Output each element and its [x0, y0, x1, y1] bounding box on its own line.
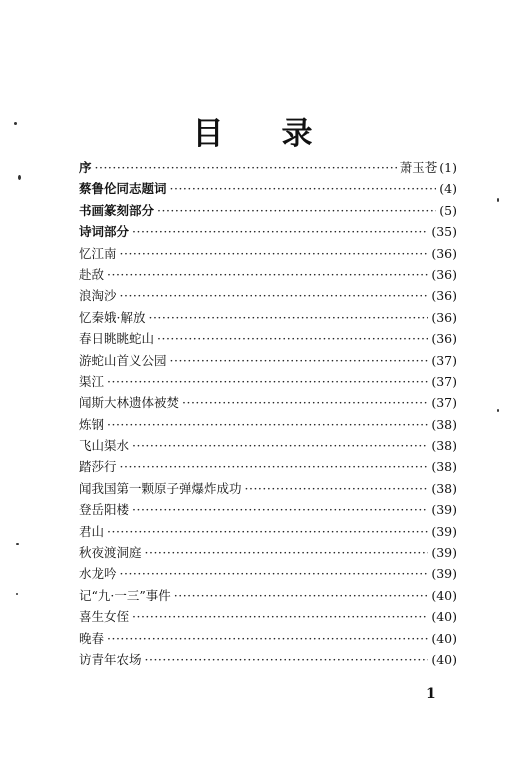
- toc-entry-page: (40): [431, 630, 457, 646]
- toc-entry-title: 秋夜渡洞庭: [79, 545, 142, 561]
- toc-entry: [79, 371, 457, 392]
- toc-entry-page: (39): [431, 523, 457, 539]
- toc-entry-title: 赴敌: [79, 266, 105, 282]
- toc-entry-page: (37): [431, 352, 457, 368]
- toc-leader-dots: [120, 563, 429, 584]
- toc-leader-dots: [245, 478, 429, 499]
- toc-entry-title: 君山: [79, 523, 105, 539]
- toc-entry-title: 诗词部分: [79, 224, 130, 240]
- toc-leader-dots: [145, 542, 429, 563]
- toc-entry-title: 游蛇山首义公园: [79, 352, 167, 368]
- toc-entry-page: (36): [431, 331, 457, 347]
- toc-entry-page: (36): [431, 288, 457, 304]
- toc-entry-title: 渠江: [79, 373, 105, 389]
- toc-entry: [79, 200, 457, 221]
- toc-entry: [79, 157, 457, 178]
- toc-leader-dots: [157, 200, 436, 221]
- toc-entry-title: 书画篆刻部分: [79, 202, 155, 218]
- toc-leader-dots: [107, 521, 428, 542]
- toc-leader-dots: [174, 585, 429, 606]
- toc-entry-title: 访青年农场: [79, 651, 142, 667]
- toc-leader-dots: [107, 264, 428, 285]
- toc-leader-dots: [107, 414, 428, 435]
- page-number: 1: [426, 686, 436, 702]
- toc-entry-page: (38): [431, 416, 457, 432]
- toc-entry-page: (38): [431, 438, 457, 454]
- toc-entry: [79, 585, 457, 606]
- toc-entry-page: (40): [431, 609, 457, 625]
- toc-entry: [79, 178, 457, 199]
- toc-entry: [79, 350, 457, 371]
- toc-leader-dots: [132, 606, 428, 627]
- toc-entry: [79, 456, 457, 477]
- toc-leader-dots: [120, 243, 429, 264]
- toc-leader-dots: [107, 628, 428, 649]
- toc-entry: [79, 264, 457, 285]
- toc-entry-page: (39): [431, 502, 457, 518]
- toc-entry-title: 蔡鲁伦同志题词: [79, 181, 167, 197]
- toc-entry: [79, 563, 457, 584]
- scan-speck: [14, 122, 17, 125]
- toc-entry: [79, 243, 457, 264]
- toc-entry: [79, 307, 457, 328]
- scan-speck: [497, 409, 499, 412]
- toc-entry-title: 浪淘沙: [79, 288, 117, 304]
- toc-entry-page: (1): [439, 160, 457, 175]
- page-title-char-2: 录: [281, 116, 313, 152]
- toc-entry-page: (38): [431, 480, 457, 496]
- toc-leader-dots: [132, 499, 428, 520]
- toc-entry-page: (5): [439, 202, 457, 218]
- toc-entry-title: 晚春: [79, 630, 105, 646]
- toc-entry-page: (36): [431, 266, 457, 282]
- toc-entry-title: 闻斯大林遗体被焚: [79, 395, 180, 411]
- toc-leader-dots: [170, 350, 429, 371]
- toc-entry-page: (40): [431, 651, 457, 667]
- toc-entry-title: 闻我国第一颗原子弹爆炸成功: [79, 480, 242, 496]
- scan-speck: [497, 198, 499, 202]
- toc-entry: [79, 478, 457, 499]
- toc-entry: [79, 499, 457, 520]
- toc-entry-page: (35): [431, 224, 457, 240]
- toc-entry-page: (39): [431, 566, 457, 582]
- toc-entry-page: (37): [431, 395, 457, 411]
- toc-entry-page: (40): [431, 587, 457, 603]
- toc-leader-dots: [120, 456, 429, 477]
- toc-entry-title: 忆江南: [79, 245, 117, 261]
- toc-entry-page: (36): [431, 245, 457, 261]
- toc-entry-page: (4): [439, 181, 457, 197]
- toc-entry-page: (37): [431, 373, 457, 389]
- scan-speck: [16, 593, 18, 595]
- toc-entry-title: 水龙吟: [79, 566, 117, 582]
- toc-leader-dots: [120, 285, 429, 306]
- toc-entry-page: (36): [431, 309, 457, 325]
- toc-entry-title: 记“九·一三”事件: [79, 587, 171, 603]
- toc-leader-dots: [182, 392, 428, 413]
- toc-entry-title: 忆秦娥·解放: [79, 309, 146, 325]
- toc-leader-dots: [95, 157, 397, 178]
- toc-entry: [79, 435, 457, 456]
- toc-entry: [79, 221, 457, 242]
- toc-entry-title: 踏莎行: [79, 459, 117, 475]
- page-title: [0, 108, 505, 153]
- toc-entry-title: 飞山渠水: [79, 438, 130, 454]
- toc-leader-dots: [107, 371, 428, 392]
- toc-entry: [79, 606, 457, 627]
- toc-entry-title: 登岳阳楼: [79, 502, 130, 518]
- toc-leader-dots: [148, 307, 428, 328]
- toc-entry: [79, 414, 457, 435]
- toc-leader-dots: [157, 328, 428, 349]
- toc-entry-author: 萧玉苍: [399, 160, 438, 175]
- toc-entry: [79, 649, 457, 670]
- toc-leader-dots: [132, 221, 428, 242]
- toc-entry: [79, 628, 457, 649]
- toc-entry: [79, 392, 457, 413]
- scan-speck: [18, 175, 21, 180]
- toc-entry: [79, 521, 457, 542]
- toc-entry-page: (38): [431, 459, 457, 475]
- toc-leader-dots: [145, 649, 429, 670]
- toc-entry: [79, 542, 457, 563]
- toc-entry-page: (39): [431, 545, 457, 561]
- toc-leader-dots: [170, 178, 437, 199]
- table-of-contents: [79, 157, 457, 670]
- toc-entry: [79, 328, 457, 349]
- toc-leader-dots: [132, 435, 428, 456]
- toc-entry-title: 春日眺眺蛇山: [79, 331, 155, 347]
- scan-speck: [16, 543, 19, 545]
- toc-entry-title: 喜生女侄: [79, 609, 130, 625]
- page-title-char-1: 目: [192, 116, 224, 152]
- toc-entry-title: 序: [79, 160, 92, 175]
- toc-entry-title: 炼钢: [79, 416, 105, 432]
- toc-entry: [79, 285, 457, 306]
